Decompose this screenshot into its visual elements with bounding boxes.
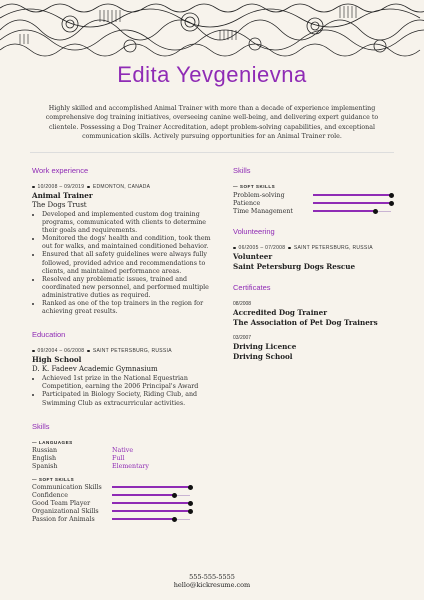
list-item: • Resolved any problematic issues, trained and coordinated new personnel, and performed multiple administrative duties as required. bbox=[42, 276, 212, 300]
section-heading-certificates: Certificates bbox=[233, 283, 271, 292]
phone-number: 555-555-5555 bbox=[189, 573, 235, 581]
certificate-issuer: Driving School bbox=[233, 352, 293, 361]
skill-level-fill bbox=[112, 502, 190, 504]
skill-row bbox=[32, 492, 212, 500]
volunteer-title: Volunteer bbox=[233, 252, 273, 261]
skill-row bbox=[233, 207, 398, 215]
skill-level-fill bbox=[112, 486, 190, 488]
skill-row bbox=[32, 516, 212, 524]
certificate-date: 03/2007 bbox=[233, 335, 252, 341]
language-row: Russian Native bbox=[32, 447, 134, 455]
soft-skills-list bbox=[32, 484, 212, 524]
certificate-issuer: The Association of Pet Dog Trainers bbox=[233, 318, 378, 327]
bullet-dot-icon bbox=[87, 186, 90, 189]
skill-name: Communication Skills bbox=[32, 484, 102, 492]
skill-level-knob-icon bbox=[188, 509, 193, 514]
education-school: D. K. Fadeev Academic Gymnasium bbox=[32, 365, 158, 374]
education-dates: 09/2004 – 06/2008 bbox=[37, 348, 85, 355]
section-heading-volunteering: Volunteering bbox=[233, 227, 275, 236]
profile-summary: Highly skilled and accomplished Animal Trainer with more than a decade of experience implementing comprehensive dog training initiatives, overseeing canine well-being, and delivering expert guidance to clientele. Possessing a Dog Trainer Accreditation, adept problem-solving capabilities, and exceptional communication skills. Actively pursuing opportunities for an Animal Trainer role. bbox=[45, 105, 379, 140]
skill-level-fill bbox=[313, 194, 391, 196]
certificate-date: 08/2008 bbox=[233, 301, 252, 307]
skill-level-bar bbox=[112, 501, 190, 506]
education-entry bbox=[32, 348, 212, 407]
section-heading-skills-right: Skills bbox=[233, 166, 251, 175]
right-column bbox=[233, 166, 398, 361]
job-meta bbox=[32, 184, 212, 190]
list-item: • Ranked as one of the top trainers in the region for achieving great results. bbox=[42, 300, 212, 316]
skill-row bbox=[233, 191, 398, 199]
candidate-name: Edita Yevgenievna bbox=[117, 62, 307, 87]
list-item: • Monitored the dogs' health and condition, took them out for walks, and maintained conditioned behavior. bbox=[42, 235, 212, 251]
left-column bbox=[32, 166, 212, 524]
languages-list bbox=[32, 447, 212, 471]
bullet-dot-icon bbox=[288, 247, 291, 250]
list-item: • Participated in Biology Society, Riding Club, and Swimming Club as extracurricular activities. bbox=[42, 391, 212, 407]
skill-level-fill bbox=[112, 494, 174, 496]
skill-level-bar bbox=[313, 209, 391, 214]
skill-name: Time Management bbox=[233, 207, 293, 215]
education-title: High School bbox=[32, 355, 82, 365]
language-row: Spanish Elementary bbox=[32, 463, 149, 471]
skill-level-knob-icon bbox=[373, 209, 378, 214]
section-heading-skills: Skills bbox=[32, 421, 50, 431]
job-title: Animal Trainer bbox=[32, 191, 93, 200]
volunteer-entry bbox=[233, 245, 398, 271]
skill-name: Problem-solving bbox=[233, 191, 285, 199]
volunteer-dates: 06/2005 – 07/2008 bbox=[238, 245, 286, 251]
skill-row bbox=[32, 508, 212, 516]
skill-row bbox=[233, 199, 398, 207]
bullet-dot-icon bbox=[32, 186, 35, 189]
skill-level-knob-icon bbox=[188, 501, 193, 506]
language-row: English Full bbox=[32, 455, 125, 463]
list-item: • Achieved 1st prize in the National Equestrian Competition, earning the 2006 Principal's Award bbox=[42, 375, 212, 391]
skill-level-knob-icon bbox=[389, 201, 394, 206]
skill-level-bar bbox=[313, 193, 391, 198]
skill-row bbox=[32, 484, 212, 492]
skill-level-knob-icon bbox=[389, 193, 394, 198]
skill-name: Patience bbox=[233, 199, 261, 207]
skill-name: Good Team Player bbox=[32, 500, 91, 508]
soft-skills-subheading: — SOFT SKILLS bbox=[233, 184, 276, 189]
job-bullets bbox=[32, 211, 212, 316]
section-heading-education: Education bbox=[32, 330, 66, 340]
skill-level-bar bbox=[112, 517, 190, 522]
skill-level-bar bbox=[112, 493, 190, 498]
skill-level-fill bbox=[112, 518, 174, 520]
soft-skills-list bbox=[233, 191, 398, 215]
bullet-dot-icon bbox=[32, 350, 35, 353]
skill-level-fill bbox=[313, 210, 375, 212]
certificate-entry bbox=[233, 335, 398, 361]
education-location: SAINT PETERSBURG, RUSSIA bbox=[92, 348, 172, 355]
education-meta bbox=[32, 348, 212, 354]
volunteer-location: SAINT PETERSBURG, RUSSIA bbox=[293, 245, 373, 251]
skill-level-knob-icon bbox=[188, 485, 193, 490]
skill-level-bar bbox=[112, 485, 190, 490]
skill-level-knob-icon bbox=[172, 517, 177, 522]
skill-level-bar bbox=[112, 509, 190, 514]
job-location: EDMONTON, CANADA bbox=[92, 184, 151, 190]
skill-name: Organizational Skills bbox=[32, 508, 99, 516]
contact-footer bbox=[0, 573, 424, 589]
volunteer-org: Saint Petersburg Dogs Rescue bbox=[233, 262, 356, 271]
certificate-title: Accredited Dog Trainer bbox=[233, 308, 328, 317]
soft-skills-subheading: — SOFT SKILLS bbox=[32, 476, 75, 482]
languages-subheading: — LANGUAGES bbox=[32, 439, 73, 445]
volunteer-meta bbox=[233, 245, 398, 251]
section-heading-work: Work experience bbox=[32, 166, 89, 175]
certificate-entry bbox=[233, 301, 398, 327]
skill-name: Confidence bbox=[32, 492, 68, 500]
skill-level-fill bbox=[112, 510, 190, 512]
education-bullets bbox=[32, 375, 212, 407]
skill-row bbox=[32, 500, 212, 508]
job-company: The Dogs Trust bbox=[32, 201, 87, 209]
divider bbox=[30, 152, 394, 153]
skill-name: Passion for Animals bbox=[32, 516, 95, 524]
skill-level-fill bbox=[313, 202, 391, 204]
job-entry bbox=[32, 184, 212, 316]
skill-level-knob-icon bbox=[172, 493, 177, 498]
skill-level-bar bbox=[313, 201, 391, 206]
email-address: hello@kickresume.com bbox=[173, 581, 251, 589]
certificate-title: Driving Licence bbox=[233, 342, 297, 351]
job-dates: 10/2008 – 09/2019 bbox=[37, 184, 85, 190]
bullet-dot-icon bbox=[233, 247, 236, 250]
bullet-dot-icon bbox=[87, 350, 90, 353]
list-item: • Ensured that all safety guidelines were always fully followed, provided advice and recommendations to clients, and maintained performance areas. bbox=[42, 251, 212, 275]
list-item: • Developed and implemented custom dog training programs, communicated with clients to determine their goals and requirements. bbox=[42, 211, 212, 235]
decorative-header-pattern bbox=[0, 0, 424, 62]
